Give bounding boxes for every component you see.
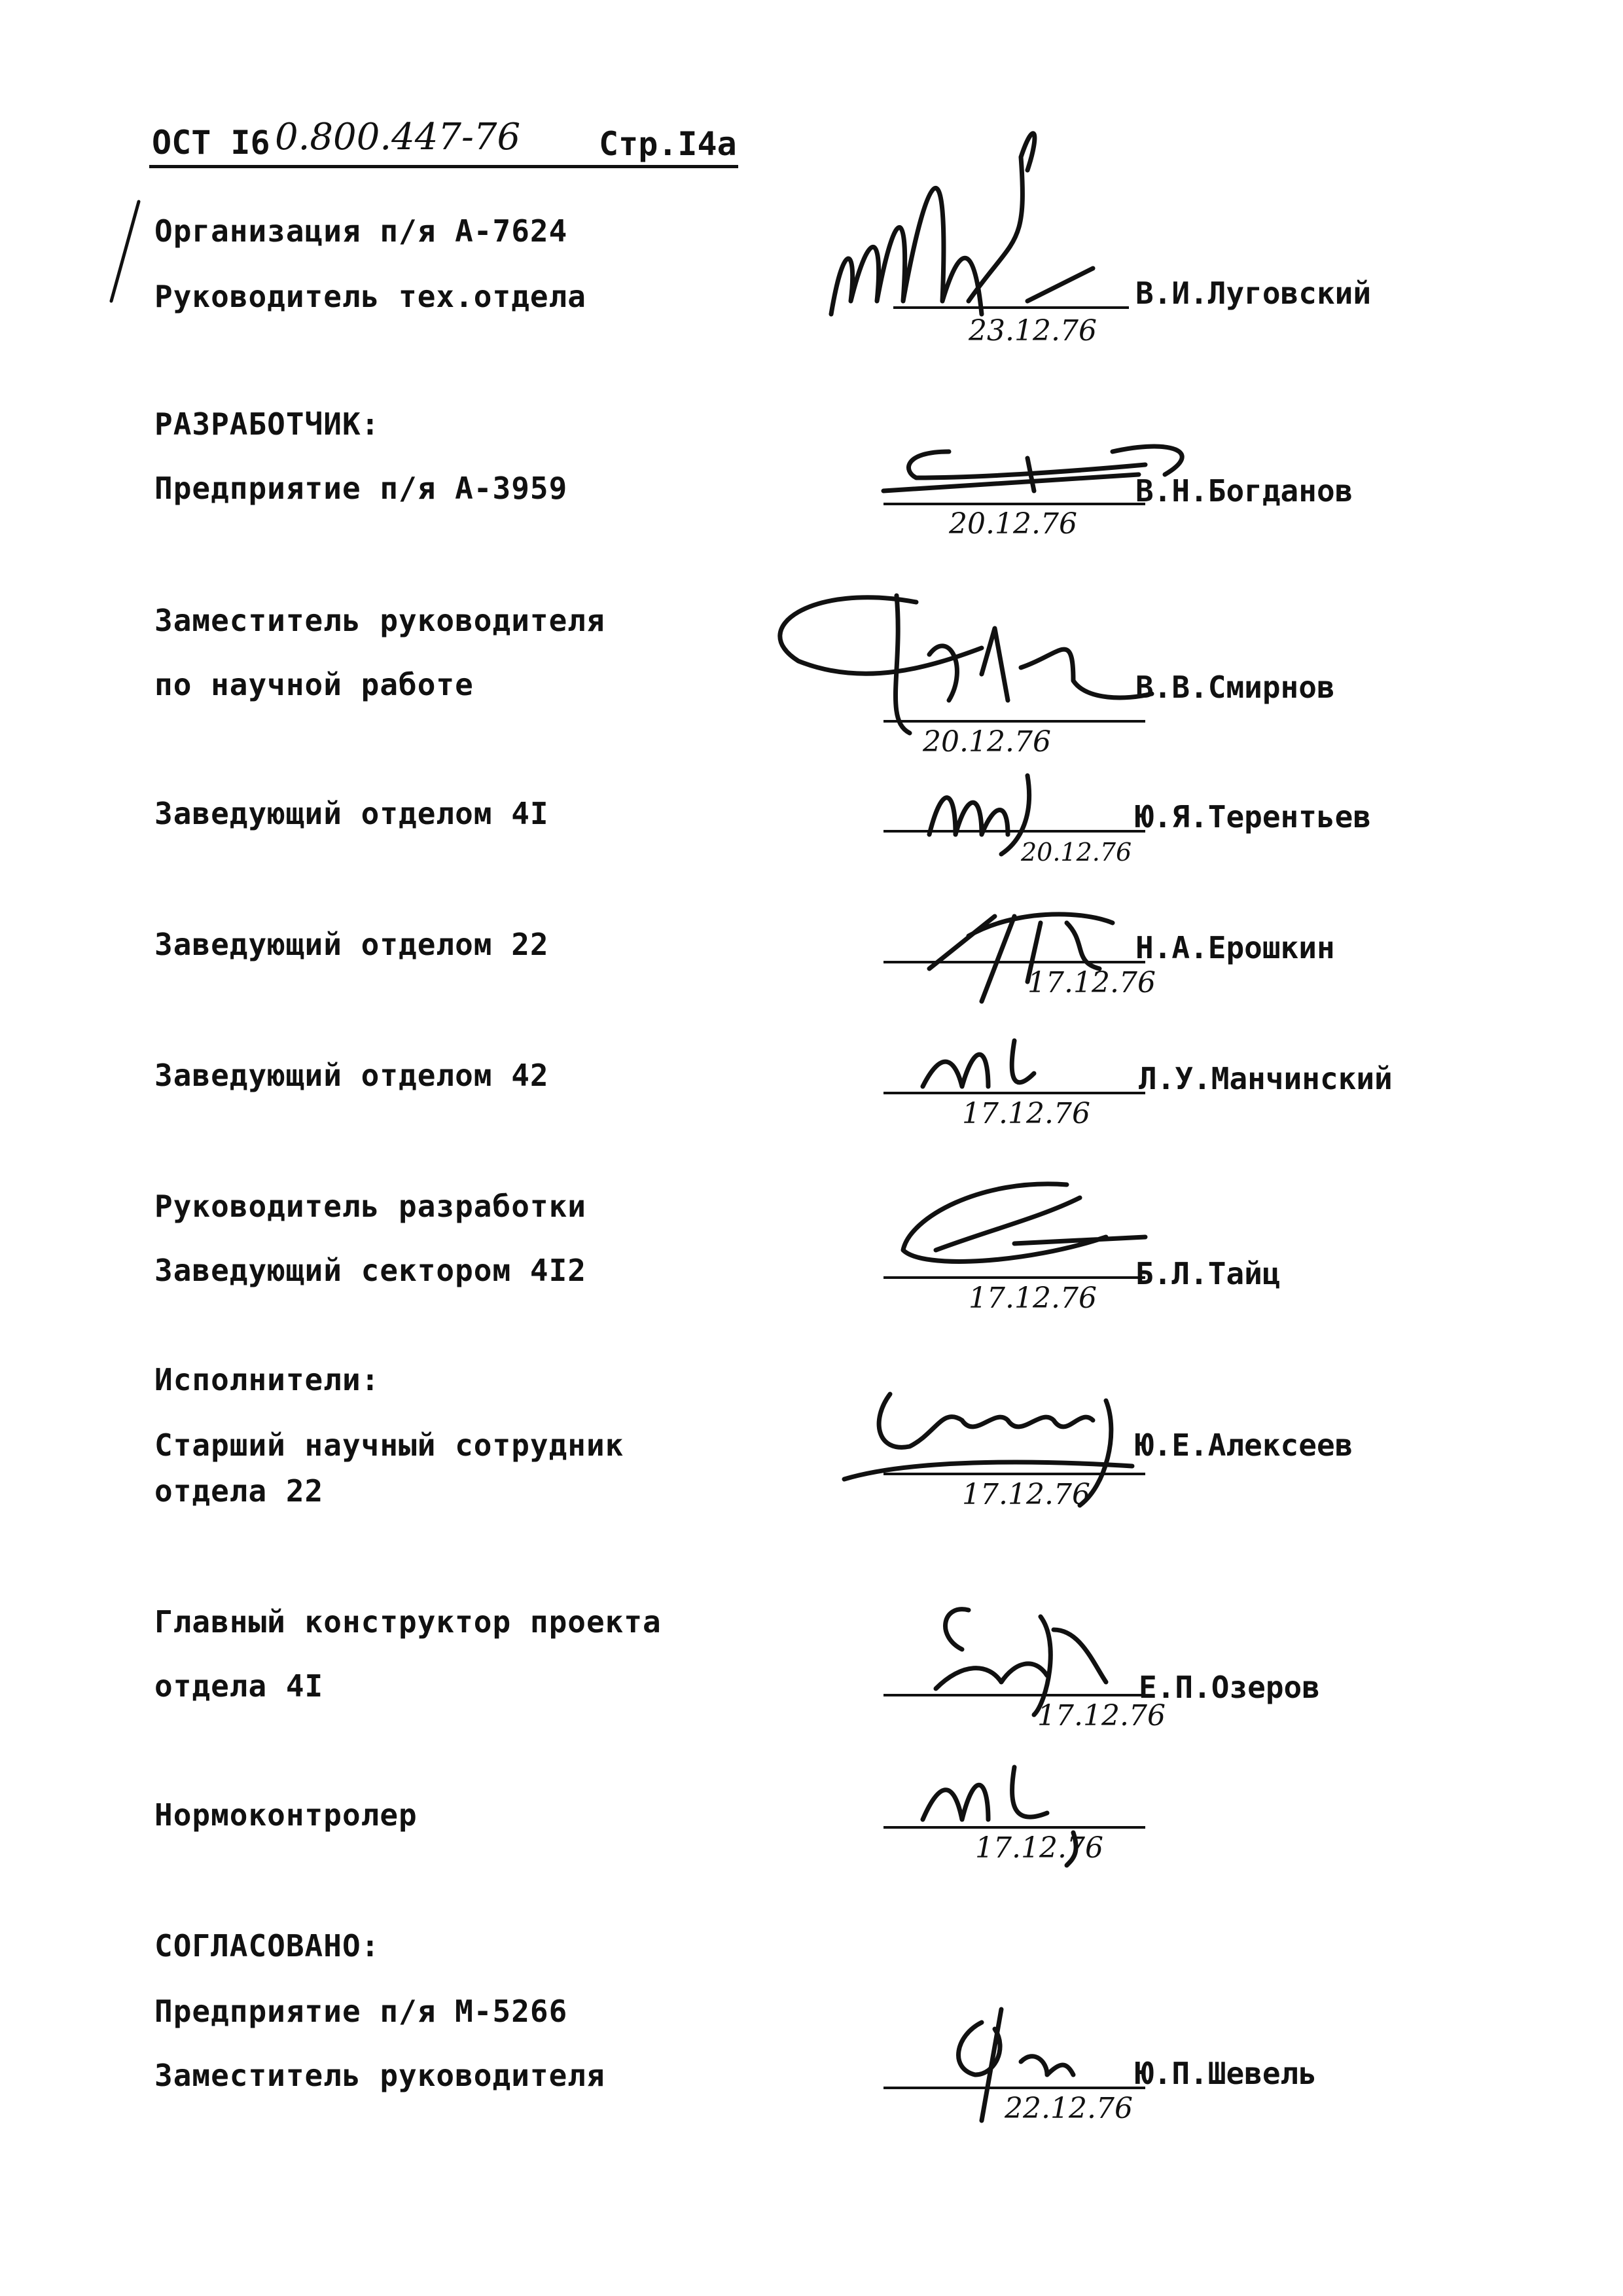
signature-line: [883, 503, 1145, 505]
deputy-label: Заместитель руководителя: [154, 603, 605, 638]
signature-line: [883, 961, 1145, 963]
signatory-name: Б.Л.Тайц: [1135, 1256, 1281, 1291]
signature-taits: [883, 1165, 1158, 1289]
signature-date: 17.12.76: [969, 1282, 1097, 1315]
dev-lead-label: Руководитель разработки: [154, 1189, 586, 1224]
dept22-label: отдела 22: [154, 1473, 324, 1509]
norm-controller-label: Нормоконтролер: [154, 1797, 418, 1833]
developer-enterprise: Предприятие п/я А-3959: [154, 471, 568, 506]
chief-designer-label: Главный конструктор проекта: [154, 1604, 662, 1640]
approval-deputy-label: Заместитель руководителя: [154, 2058, 605, 2093]
signatory-name: Ю.Е.Алексеев: [1135, 1427, 1353, 1463]
approved-heading: СОГЛАСОВАНО:: [154, 1928, 380, 1964]
signature-line: [883, 1092, 1145, 1094]
signature-date: 17.12.76: [962, 1097, 1090, 1130]
signature-date: 17.12.76: [962, 1478, 1090, 1511]
signatory-name: Н.А.Ерошкин: [1135, 930, 1335, 965]
signature-date: 20.12.76: [1021, 838, 1132, 867]
signature-lugovsky: [818, 105, 1145, 327]
signatory-name: Ю.Я.Терентьев: [1135, 799, 1372, 834]
signature-line: [883, 1473, 1145, 1475]
signature-line: [883, 720, 1145, 723]
signature-date: 17.12.76: [975, 1831, 1103, 1865]
margin-pen-mark: [105, 196, 144, 308]
dept42-head-label: Заведующий отделом 42: [154, 1058, 549, 1093]
signatory-name: Ю.П.Шевель: [1135, 2056, 1317, 2091]
signature-line: [883, 1276, 1145, 1279]
senior-researcher-label: Старший научный сотрудник: [154, 1427, 624, 1463]
signatory-name: Л.У.Манчинский: [1139, 1061, 1393, 1096]
signature-date: 17.12.76: [1037, 1699, 1166, 1732]
developer-heading: РАЗРАБОТЧИК:: [154, 406, 380, 442]
signature-line: [883, 2087, 1145, 2089]
signature-date: 23.12.76: [969, 314, 1097, 348]
signature-line: [883, 830, 1145, 833]
signatory-name: В.И.Луговский: [1135, 276, 1372, 311]
signatory-name: В.Н.Богданов: [1135, 473, 1353, 509]
signature-date: 20.12.76: [949, 507, 1077, 541]
dept22-head-label: Заведующий отделом 22: [154, 927, 549, 962]
dept41-label: отдела 4I: [154, 1668, 324, 1704]
signatory-name: Е.П.Озеров: [1139, 1670, 1320, 1705]
signature-line: [893, 306, 1129, 309]
org-label: Организация п/я А-7624: [154, 213, 568, 249]
sector-head-label: Заведующий сектором 4I2: [154, 1253, 586, 1288]
dept41-head-label: Заведующий отделом 4I: [154, 796, 549, 831]
signature-line: [883, 1694, 1145, 1696]
doc-number-handwritten: 0.800.447-76: [275, 116, 521, 158]
executors-heading: Исполнители:: [154, 1362, 380, 1397]
signature-date: 17.12.76: [1027, 966, 1156, 999]
doc-code: ОСТ I6: [152, 124, 270, 162]
research-label: по научной работе: [154, 667, 474, 702]
approval-enterprise: Предприятие п/я М-5266: [154, 1994, 568, 2029]
signatory-name: В.В.Смирнов: [1135, 670, 1335, 705]
signature-date: 22.12.76: [1005, 2092, 1133, 2125]
signature-date: 20.12.76: [923, 725, 1051, 759]
tech-head-label: Руководитель тех.отдела: [154, 279, 586, 314]
header-underline: [149, 165, 738, 168]
page-number: Стр.I4а: [599, 125, 737, 163]
signature-line: [883, 1826, 1145, 1829]
